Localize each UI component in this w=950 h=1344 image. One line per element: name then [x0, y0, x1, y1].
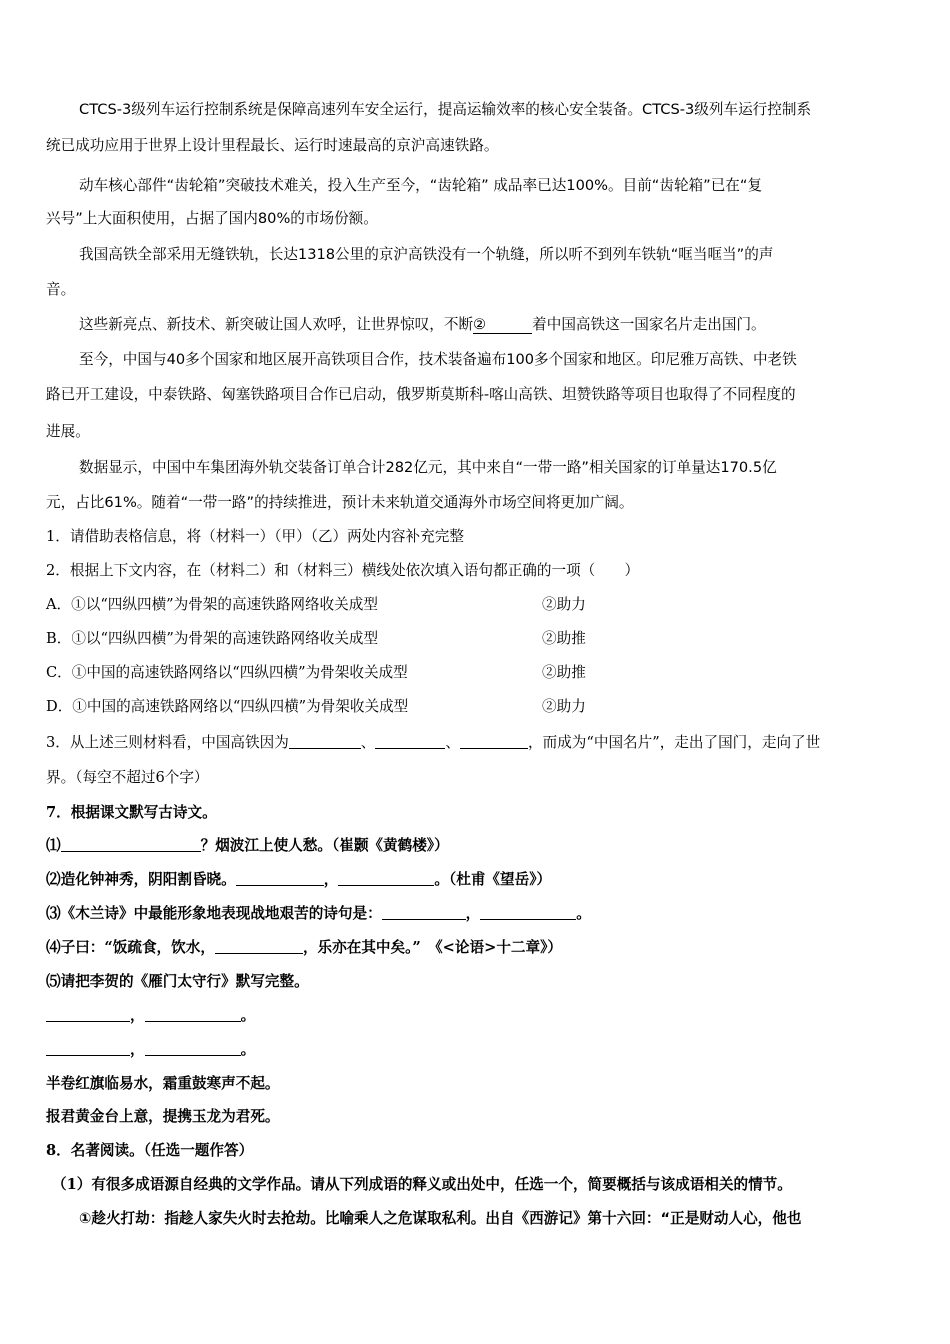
option-a-right: ②助力 [542, 596, 586, 613]
poetry-verse-2-end: 。 [240, 1041, 256, 1058]
material-p1-line1: CTCS-3级列车运行控制系统是保障高速列车安全运行，提高运输效率的核心安全装备。CTCS-3级列车运行控制系 [79, 101, 812, 118]
poetry-line-3-comma: ， [465, 905, 481, 922]
option-d-right: ②助力 [542, 698, 586, 715]
option-a[interactable] [46, 595, 378, 615]
material-p5-line2: 路已开工建设，中泰铁路、匈塞铁路项目合作已启动，俄罗斯莫斯科-喀山高铁、坦赞铁路等项目也取得了不同程度的 [46, 386, 796, 403]
poetry-line-3 [46, 904, 591, 924]
material-p5-line3: 进展。 [46, 423, 90, 440]
poetry-verse-1-end: 。 [240, 1007, 256, 1024]
option-c[interactable] [46, 663, 408, 683]
question-3-pre: 3．从上述三则材料看，中国高铁因为 [46, 734, 289, 751]
q3-blank-2[interactable] [375, 733, 445, 749]
poetry-blank-4[interactable] [215, 938, 303, 954]
question-3-line2: 界。（每空不超过6个字） [46, 769, 209, 786]
poetry-blank-3b[interactable] [480, 904, 576, 920]
question-3 [46, 733, 820, 753]
q3-sep-2: 、 [445, 734, 461, 751]
poetry-blank-6a[interactable] [46, 1040, 130, 1056]
poetry-line-3-pre: ⑶《木兰诗》中最能形象地表现战地艰苦的诗句是： [46, 905, 382, 922]
question-1: 1．请借助表格信息，将（材料一）（甲）（乙）两处内容补充完整 [46, 528, 464, 545]
option-b[interactable] [46, 629, 378, 649]
option-d-left: D．①中国的高速铁路网络以“四纵四横”为骨架收关成型 [46, 698, 409, 715]
option-c-right: ②助推 [542, 664, 586, 681]
question-2: 2．根据上下文内容，在（材料二）和（材料三）横线处依次填入语句都正确的一项（ ） [46, 562, 640, 579]
poetry-blank-5a[interactable] [46, 1006, 130, 1022]
poetry-verse-2 [46, 1040, 255, 1060]
question-8-item-1: ①趁火打劫：指趁人家失火时去抢劫。比喻乘人之危谋取私利。出自《西游记》第十六回：“正是财动人心，他也 [79, 1210, 802, 1227]
poetry-verse-1-comma: ， [130, 1007, 145, 1024]
option-a-left: A．①以“四纵四横”为骨架的高速铁路网络收关成型 [46, 596, 378, 613]
poetry-line-3-post: 。 [576, 905, 591, 922]
poetry-line-4-pre: ⑷子曰：“饭疏食，饮水， [46, 939, 215, 956]
poetry-line-1-post: ？烟波江上使人愁。（崔颢《黄鹤楼》） [200, 837, 449, 854]
poetry-blank-5b[interactable] [145, 1006, 241, 1022]
material-p4-pre: 这些新亮点、新技术、新突破让国人欢呼，让世界惊叹，不断 [79, 316, 474, 333]
material-p4 [79, 315, 766, 335]
question-8-sub-1: （1）有很多成语源自经典的文学作品。请从下列成语的释义或出处中，任选一个，简要概括与该成语相关的情节。 [52, 1176, 792, 1193]
poetry-blank-1[interactable] [61, 836, 201, 852]
q3-blank-1[interactable] [289, 733, 361, 749]
poetry-line-2-comma: ， [323, 871, 339, 888]
material-p1-line2: 统已成功应用于世界上设计里程最长、运行时速最高的京沪高速铁路。 [46, 137, 499, 154]
q3-blank-3[interactable] [460, 733, 528, 749]
blank-2[interactable] [473, 316, 532, 334]
option-c-left: C．①中国的高速铁路网络以“四纵四横”为骨架收关成型 [46, 664, 408, 681]
material-p4-post: 着中国高铁这一国家名片走出国门。 [532, 316, 766, 333]
poetry-line-2 [46, 870, 551, 890]
material-p2-line2: 兴号”上大面积使用，占据了国内80%的市场份额。 [46, 210, 378, 227]
material-p5-line1: 至今，中国与40多个国家和地区展开高铁项目合作，技术装备遍布100多个国家和地区。印尼雅万高铁、中老铁 [79, 351, 797, 368]
poetry-blank-2a[interactable] [236, 870, 324, 886]
question-8-title: 8．名著阅读。（任选一题作答） [46, 1142, 254, 1159]
poetry-line-2-pre: ⑵造化钟神秀，阴阳割昏晓。 [46, 871, 236, 888]
poetry-verse-2-comma: ， [130, 1041, 145, 1058]
poetry-blank-3a[interactable] [382, 904, 466, 920]
poetry-verse-4: 报君黄金台上意，提携玉龙为君死。 [46, 1108, 280, 1125]
q3-sep-1: 、 [360, 734, 376, 751]
poetry-line-1 [46, 836, 449, 856]
poetry-line-4-post: ，乐亦在其中矣。” 《<论语>十二章》） [302, 939, 562, 956]
poetry-line-5: ⑸请把李贺的《雁门太守行》默写完整。 [46, 973, 309, 990]
poetry-verse-1 [46, 1006, 255, 1026]
blank-2-marker: ② [473, 316, 487, 333]
poetry-line-2-post: 。（杜甫《望岳》） [434, 871, 552, 888]
poetry-verse-3: 半卷红旗临易水，霜重鼓寒声不起。 [46, 1075, 280, 1092]
poetry-blank-6b[interactable] [145, 1040, 241, 1056]
material-p3-line2: 音。 [46, 281, 76, 298]
poetry-blank-2b[interactable] [338, 870, 434, 886]
question-3-post: ，而成为“中国名片”，走出了国门，走向了世 [528, 734, 821, 751]
question-7-title: 7．根据课文默写古诗文。 [46, 804, 217, 821]
material-p2-line1: 动车核心部件“齿轮箱”突破技术难关，投入生产至今，“齿轮箱” 成品率已达100%。目前“齿轮箱”已在“复 [79, 177, 763, 194]
material-p6-line2: 元，占比61%。随着“一带一路”的持续推进，预计未来轨道交通海外市场空间将更加广阔。 [46, 494, 634, 511]
poetry-line-4 [46, 938, 562, 958]
material-p6-line1: 数据显示，中国中车集团海外轨交装备订单合计282亿元，其中来自“一带一路”相关国家的订单量达170.5亿 [79, 459, 777, 476]
poetry-line-1-number: ⑴ [46, 837, 61, 854]
option-b-right: ②助推 [542, 630, 586, 647]
material-p3-line1: 我国高铁全部采用无缝铁轨，长达1318公里的京沪高铁没有一个轨缝，所以听不到列车铁轨“哐当哐当”的声 [79, 246, 774, 263]
option-b-left: B．①以“四纵四横”为骨架的高速铁路网络收关成型 [46, 630, 379, 647]
option-d[interactable] [46, 697, 408, 717]
